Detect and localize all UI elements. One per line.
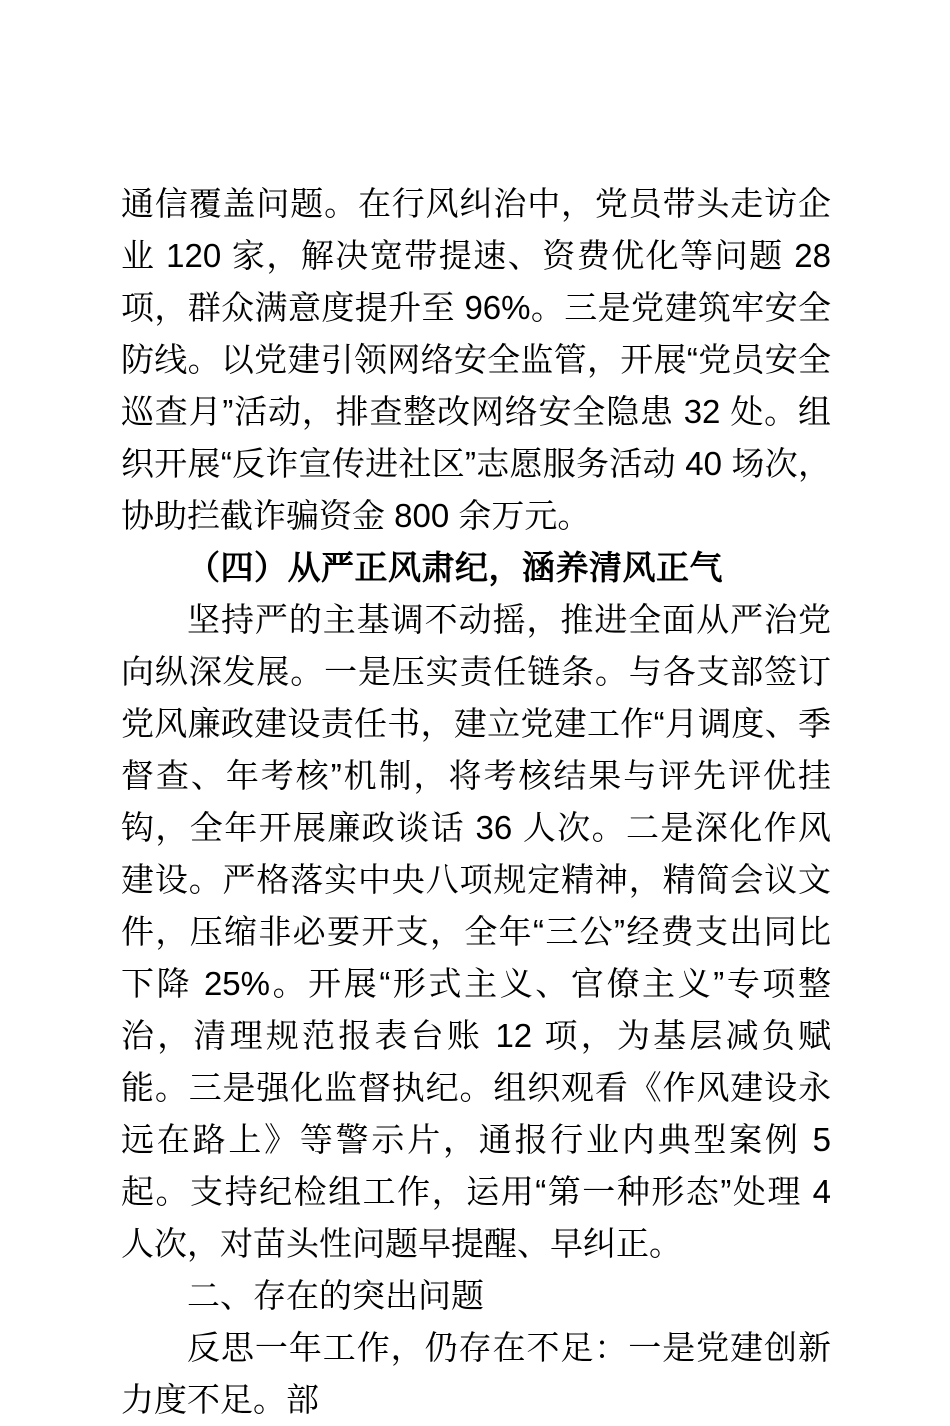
paragraph-section-four-body: 坚持严的主基调不动摇，推进全面从严治党向纵深发展。一是压实责任链条。与各支部签订党风廉政建设责任书，建立党建工作“月调度、季督查、年考核”机制，将考核结果与评先评优挂钩，全年开展廉政谈话 36 人次。二是深化作风建设。严格落实中央八项规定精神，精简会议文件，压缩非必要开支，全年“三公”经费支出同比下降 25%。开展“形式主义、官僚主义”专项整治，清理规范报表台账 12 项，为基层减负赋能。三是强化监督执纪。组织观看《作风建设永远在路上》等警示片，通报行业内典型案例 5 起。支持纪检组工作，运用“第一种形态”处理 4 人次，对苗头性问题早提醒、早纠正。 — [121, 601, 831, 1262]
heading-section-two: 二、存在的突出问题 — [187, 1277, 484, 1314]
document-body — [121, 178, 831, 1426]
paragraph-continuation: 通信覆盖问题。在行风纠治中，党员带头走访企业 120 家，解决宽带提速、资费优化等问题 28 项，群众满意度提升至 96%。三是党建筑牢安全防线。以党建引领网络安全监管，开展“党员安全巡查月”活动，排查整改网络安全隐患 32 处。组织开展“反诈宣传进社区”志愿服务活动 40 场次，协助拦截诈骗资金 800 余万元。 — [121, 185, 831, 534]
paragraph-section-two-body: 反思一年工作，仍存在不足：一是党建创新力度不足。部 — [121, 1329, 831, 1418]
heading-section-four: （四）从严正风肃纪，涵养清风正气 — [187, 549, 723, 586]
